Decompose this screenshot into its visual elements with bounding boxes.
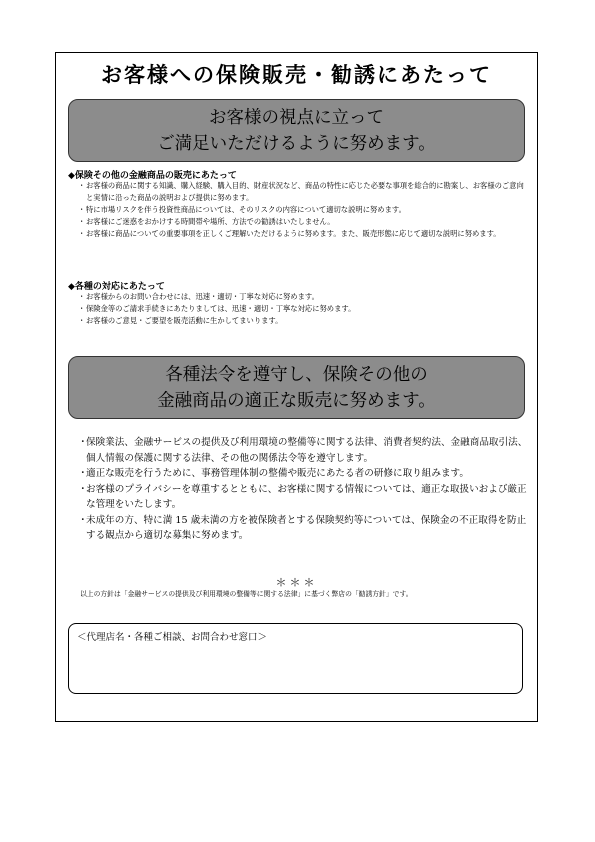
- banner-line: 各種法令を遵守し、保険その他の: [165, 365, 428, 385]
- bullet-mark: ・: [78, 292, 86, 301]
- list-item: [78, 435, 528, 466]
- list-item: [78, 466, 528, 482]
- list-item: [78, 216, 528, 228]
- banner-line: お客様の視点に立って: [209, 108, 384, 128]
- policy-basis-note: 以上の方針は「金融サービスの提供及び利用環境の整備等に関する法律」に基づく弊店の「勧誘方針」です。: [80, 590, 413, 598]
- list-item-text: 保険金等のご請求手続きにあたりましては、迅速・適切・丁寧な対応に努めます。: [86, 304, 356, 313]
- bullet-mark: ・: [78, 514, 88, 526]
- banner-line: 金融商品の適正な販売に努めます。: [157, 391, 436, 411]
- bullet-mark: ・: [78, 316, 86, 325]
- bullet-mark: ・: [78, 217, 86, 226]
- section-heading-response: ◆各種の対応にあたって: [68, 282, 165, 292]
- bullet-mark: ・: [78, 483, 88, 495]
- section-divider-stars: ＊＊＊: [275, 576, 318, 589]
- bullet-mark: ・: [78, 181, 86, 190]
- policy-frame: [55, 52, 538, 722]
- list-item-text: お客様からのお問い合わせには、迅速・適切・丁寧な対応に努めます。: [86, 292, 319, 301]
- bullet-mark: ・: [78, 205, 86, 214]
- list-item-text: 特に市場リスクを伴う投資性商品については、そのリスクの内容について適切な説明に努めます。: [86, 205, 406, 214]
- list-item-text: お客様にご迷惑をおかけする時間帯や場所、方法での勧誘はいたしません。: [86, 217, 335, 226]
- legal-compliance-banner: [68, 356, 525, 419]
- list-item-text: 未成年の方、特に満 15 歳未満の方を被保険者とする保険契約等については、保険金の不正取得を防止する観点から適切な募集に努めます。: [86, 514, 527, 541]
- list-item: [78, 180, 528, 204]
- agency-contact-box: [68, 623, 523, 694]
- section-heading-sales: ◆保険その他の金融商品の販売にあたって: [68, 171, 237, 181]
- list-item: [78, 315, 528, 327]
- customer-viewpoint-banner: [68, 99, 525, 162]
- list-item: [78, 204, 528, 216]
- banner-line: ご満足いただけるように努めます。: [157, 134, 436, 154]
- list-item: [78, 228, 528, 240]
- page-title: お客様への保険販売・勧誘にあたって: [101, 63, 492, 87]
- bullet-mark: ・: [78, 229, 86, 238]
- response-policy-list: [78, 291, 528, 327]
- bullet-mark: ・: [78, 304, 86, 313]
- bullet-mark: ・: [78, 468, 88, 479]
- list-item-text: お客様の商品に関する知識、購入経験、購入目的、財産状況など、商品の特性に応じた必要な事項を総合的に勘案し、お客様のご意向と実情に沿った商品の説明および提供に努めます。: [86, 181, 524, 202]
- list-item: [78, 303, 528, 315]
- list-item: [78, 482, 528, 513]
- list-item: [78, 513, 528, 544]
- list-item: [78, 291, 528, 303]
- bullet-mark: ・: [78, 437, 88, 448]
- list-item-text: お客様のプライバシーを尊重するとともに、お客様に関する情報については、適正な取扱いおよび厳正な管理をいたします。: [86, 483, 527, 510]
- sales-policy-list: [78, 180, 528, 240]
- contact-box-label: ＜代理店名・各種ご相談、お問合わせ窓口＞: [77, 632, 268, 643]
- list-item-text: お客様のご意見・ご要望を販売活動に生かしてまいります。: [86, 316, 283, 325]
- list-item-text: 適正な販売を行うために、事務管理体制の整備や販売にあたる者の研修に取り組みます。: [86, 468, 469, 479]
- list-item-text: お客様に商品についての重要事項を正しくご理解いただけるように努めます。また、販売形態に応じて適切な説明に努めます。: [86, 229, 501, 238]
- compliance-list: [78, 435, 528, 544]
- list-item-text: 保険業法、金融サービスの提供及び利用環境の整備等に関する法律、消費者契約法、金融商品取引法、個人情報の保護に関する法律、その他の関係法令等を遵守します。: [86, 437, 528, 464]
